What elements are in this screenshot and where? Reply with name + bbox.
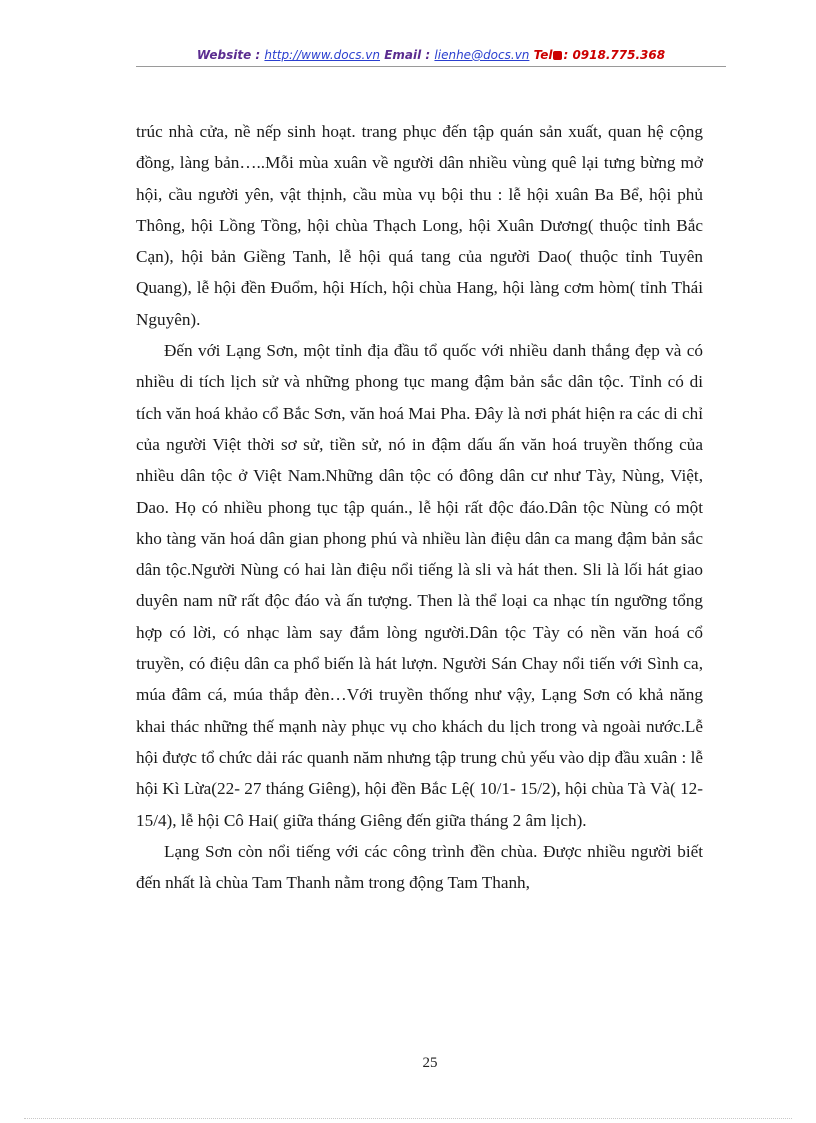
paragraph-1: trúc nhà cửa, nề nếp sinh hoạt. trang phục đến tập quán sản xuất, quan hệ cộng đồng, làng bản…..Mỗi mùa xuân về người dân nhiều vùng quê lại tưng bừng mở hội, cầu người yên, vật thịnh, cầu mùa vụ bội thu : lễ hội xuân Ba Bể, hội phủ Thông, hội Lồng Tồng, hội chùa Thạch Long, hội Xuân Dương( thuộc tỉnh Bắc Cạn), hội bản Giềng Tanh, lễ hội quá tang của người Dao( thuộc tỉnh Tuyên Quang), lễ hội đền Đuổm, hội Hích, hội chùa Hang, hội làng cơm hòm( tỉnh Thái Nguyên). <box>136 122 703 329</box>
email-separator: : <box>425 48 431 62</box>
body-text <box>136 116 703 898</box>
phone-icon <box>553 51 562 60</box>
email-label: Email <box>384 48 422 62</box>
page-number: 25 <box>422 1055 438 1071</box>
header-divider <box>136 66 726 67</box>
tel-number: : 0918.775.368 <box>563 48 666 62</box>
paragraph-2: Đến với Lạng Sơn, một tỉnh địa đầu tổ quốc với nhiều danh thắng đẹp và có nhiều di tích lịch sử và những phong tục mang đậm bản sắc dân tộc. Tỉnh có di tích văn hoá khảo cổ Bắc Sơn, văn hoá Mai Pha. Đây là nơi phát hiện ra các di chỉ của người Việt thời sơ sử, tiền sử, nó in đậm dấu ấn văn hoá truyền thống của nhiều dân tộc ở Việt Nam.Những dân tộc có đông dân cư như Tày, Nùng, Việt, Dao. Họ có nhiều phong tục tập quán., lễ hội rất độc đáo.Dân tộc Nùng có một kho tàng văn hoá dân gian phong phú và nhiều làn điệu dân ca mang đậm bản sắc dân tộc.Người Nùng có hai làn điệu nổi tiếng là sli và hát then. Sli là lối hát giao duyên nam nữ rất độc đáo và ấn tượng. Then là thể loại ca nhạc tín ngưỡng tổng hợp có lời, có nhạc làm say đắm lòng người.Dân tộc Tày có nền văn hoá cổ truyền, có điệu dân ca phổ biến là hát lượn. Người Sán Chay nổi tiến với Sình ca, múa đâm cá, múa thắp đèn…Với truyền thống như vậy, Lạng Sơn có khả năng khai thác những thế mạnh này phục vụ cho khách du lịch trong và ngoài nước.Lễ hội được tổ chức dải rác quanh năm nhưng tập trung chủ yếu vào dịp đầu xuân : lễ hội Kì Lừa(22- 27 tháng Giêng), hội đền Bắc Lệ( 10/1- 15/2), hội chùa Tà Và( 12-15/4), lễ hội Cô Hai( giữa tháng Giêng đến giữa tháng 2 âm lịch). <box>136 341 703 830</box>
footer-divider <box>24 1118 792 1119</box>
website-link[interactable]: http://www.docs.vn <box>264 48 381 62</box>
website-label: Website : <box>196 48 261 62</box>
paragraph-3: Lạng Sơn còn nổi tiếng với các công trình đền chùa. Được nhiều người biết đến nhất là chùa Tam Thanh nằm trong động Tam Thanh, <box>136 841 703 893</box>
tel-label: Tel <box>533 48 553 62</box>
page-header <box>136 46 726 64</box>
email-link[interactable]: lienhe@docs.vn <box>434 48 530 62</box>
